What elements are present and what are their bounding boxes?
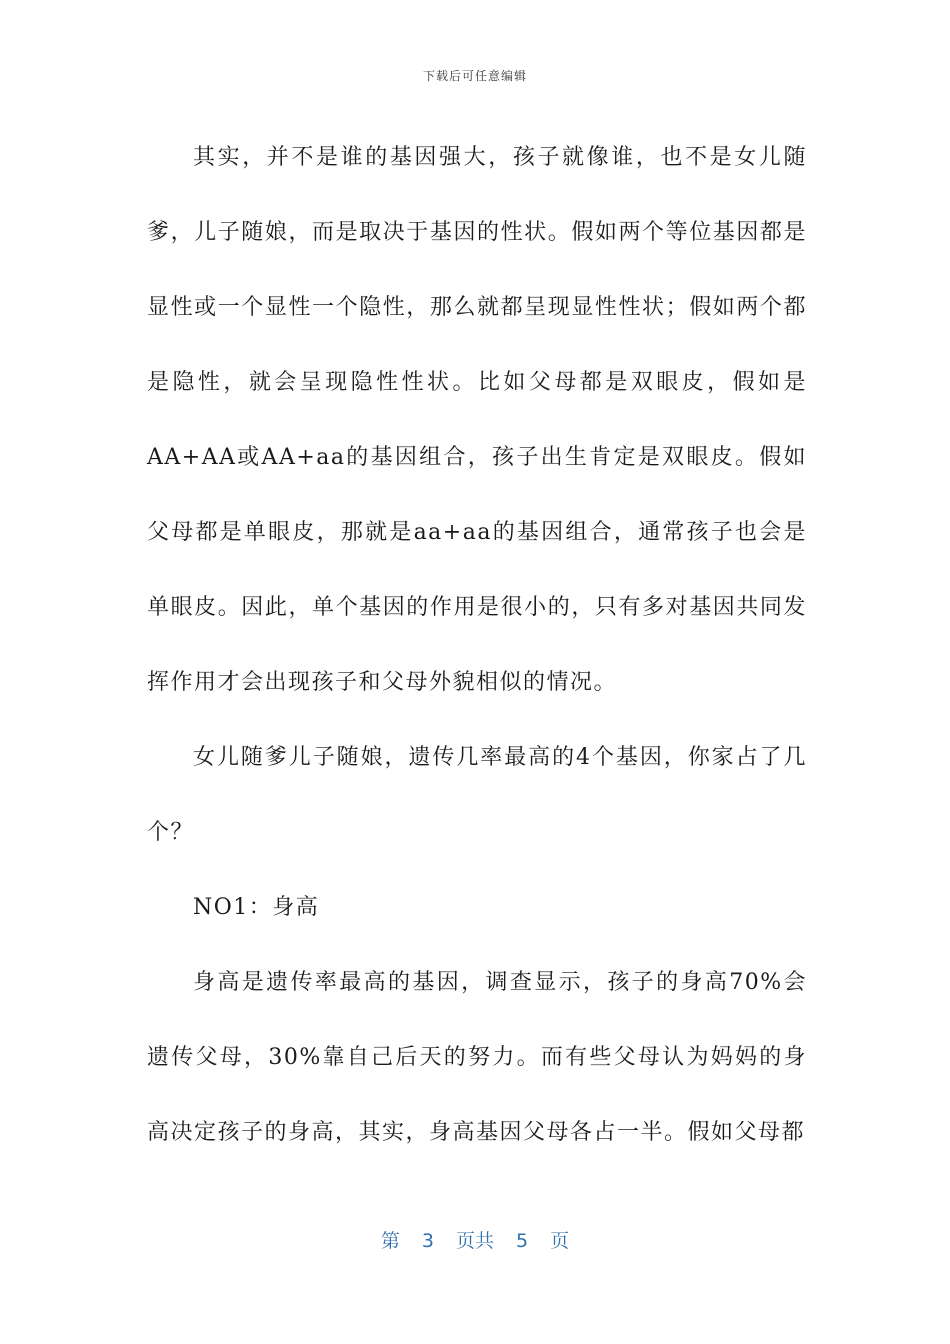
document-body [147,120,807,1170]
section-heading-height: NO1：身高 [193,895,320,920]
footer-total-pages: 5 [516,1230,529,1252]
footer-current-page: 3 [421,1230,434,1252]
page-number-footer [0,1226,950,1253]
paragraph-gene-traits: 其实，并不是谁的基因强大，孩子就像谁，也不是女儿随爹，儿子随娘，而是取决于基因的性状。假如两个等位基因都是显性或一个显性一个隐性，那么就都呈现显性性状；假如两个都是隐性，就会呈现隐性性状。比如父母都是双眼皮，假如是AA+AA或AA+aa的基因组合，孩子出生肯定是双眼皮。假如父母都是单眼皮，那就是aa+aa的基因组合，通常孩子也会是单眼皮。因此，单个基因的作用是很小的，只有多对基因共同发挥作用才会出现孩子和父母外貌相似的情况。 [147,145,807,695]
footer-suffix: 页 [550,1230,570,1252]
paragraph-height: 身高是遗传率最高的基因，调查显示，孩子的身高70%会遗传父母，30%靠自己后天的努力。而有些父母认为妈妈的身高决定孩子的身高，其实，身高基因父母各占一半。假如父母都 [147,970,807,1145]
footer-prefix: 第 [380,1230,400,1252]
footer-middle: 页共 [455,1230,494,1252]
paragraph-question: 女儿随爹儿子随娘，遗传几率最高的4个基因，你家占了几个？ [147,745,807,845]
page-header-note: 下载后可任意编辑 [422,69,527,83]
